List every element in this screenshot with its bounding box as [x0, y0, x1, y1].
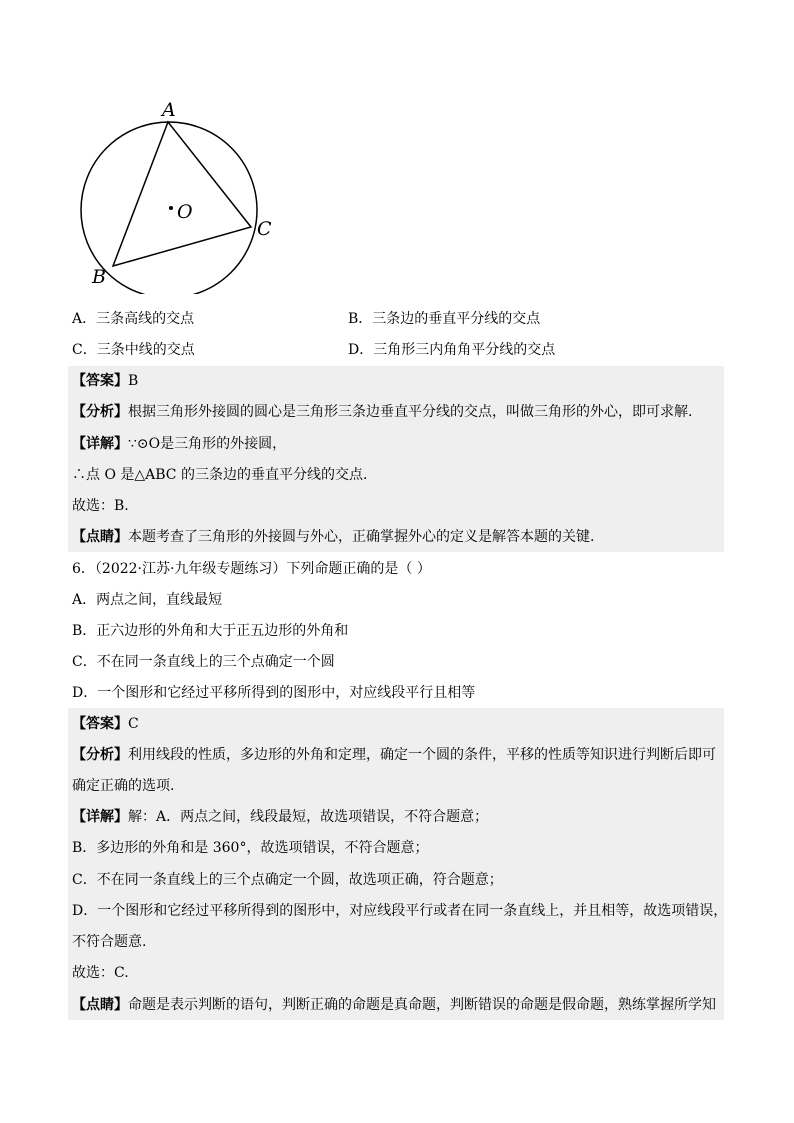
q5-analysis: 【分析】根据三角形外接圆的圆心是三角形三条边垂直平分线的交点，叫做三角形的外心，即可求解. [72, 404, 693, 420]
q6-analysis: 【分析】利用线段的性质，多边形的外角和定理，确定一个圆的条件，平移的性质等知识进行判断后即可 [72, 747, 716, 763]
q6-option-b: B．正六边形的外角和大于正五边形的外角和 [72, 623, 349, 639]
q6-answer: 【答案】C [72, 716, 139, 732]
circumcircle-figure [78, 94, 288, 294]
q6-detail-line-4: 不符合题意. [72, 934, 147, 950]
q5-option-a: A．三条高线的交点 [72, 311, 195, 327]
center-point [169, 206, 173, 210]
q5-answer: 【答案】B [72, 373, 139, 389]
q6-detail-line-1: B．多边形的外角和是 360°，故选项错误，不符合题意； [72, 840, 429, 856]
q5-detail-line-2: 故选：B. [72, 498, 129, 514]
q5-options-row-1 [72, 304, 732, 334]
q5-options-row-2 [72, 335, 732, 365]
q5-comment: 【点睛】本题考查了三角形的外接圆与外心，正确掌握外心的定义是解答本题的关键. [72, 529, 595, 545]
q6-detail: 【详解】解：A．两点之间，线段最短，故选项错误，不符合题意； [72, 809, 489, 825]
label-a: A [162, 99, 176, 121]
q6-stem: 6．（2022·江苏·九年级专题练习）下列命题正确的是（ ） [72, 561, 431, 577]
triangle-abc [113, 122, 251, 266]
q5-solution-block [68, 366, 724, 552]
q6-detail-line-3: D．一个图形和它经过平移所得到的图形中，对应线段平行或者在同一条直线上，并且相等，故选项错误， [72, 903, 728, 919]
q5-detail: 【详解】∵⊙O是三角形的外接圆， [72, 436, 287, 452]
q5-option-c: C．三条中线的交点 [72, 342, 195, 358]
q6-option-a: A．两点之间，直线最短 [72, 592, 223, 608]
q6-comment: 【点睛】命题是表示判断的语句，判断正确的命题是真命题，判断错误的命题是假命题，熟练掌握所学知 [72, 997, 716, 1013]
label-c: C [257, 218, 272, 240]
q6-option-d: D．一个图形和它经过平移所得到的图形中，对应线段平行且相等 [72, 685, 476, 701]
label-o: O [177, 201, 193, 223]
q6-option-c: C．不在同一条直线上的三个点确定一个圆 [72, 654, 335, 670]
circle-triangle-diagram [78, 94, 288, 294]
label-b: B [92, 266, 106, 288]
q6-detail-line-5: 故选：C. [72, 965, 129, 981]
q5-detail-line-1: ∴点 O 是△ABC 的三条边的垂直平分线的交点. [72, 467, 368, 483]
q6-detail-line-2: C．不在同一条直线上的三个点确定一个圆，故选项正确，符合题意； [72, 872, 503, 888]
q5-option-b: B．三条边的垂直平分线的交点 [348, 311, 541, 327]
q6-analysis-cont: 确定正确的选项. [72, 778, 175, 794]
q5-option-d: D．三角形三内角角平分线的交点 [348, 342, 556, 358]
